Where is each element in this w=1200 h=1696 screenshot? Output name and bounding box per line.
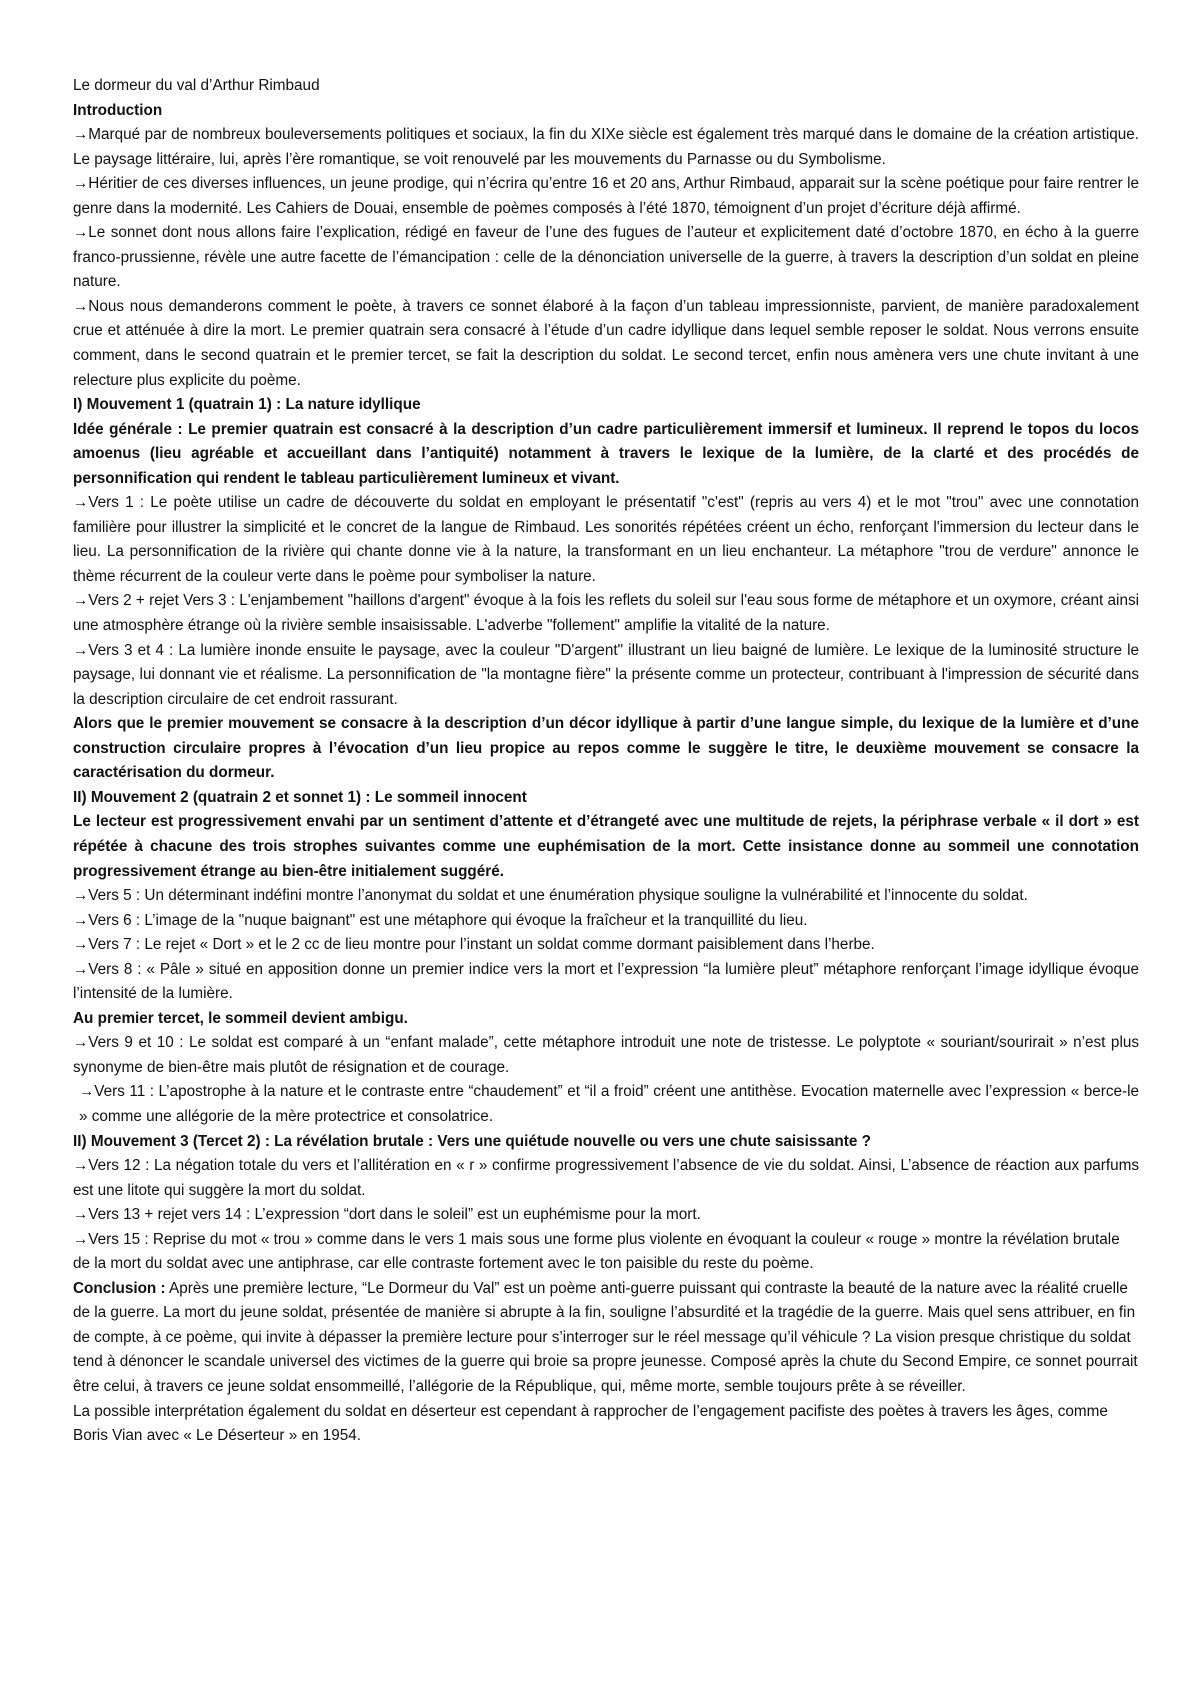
paragraph-text: Vers 13 + rejet vers 14 : L’expression “dort dans le soleil” est un euphémisme pour la mort. <box>88 1206 701 1224</box>
movement-3-vers-13-14 <box>73 1203 1139 1228</box>
arrow-icon: → <box>79 1083 95 1101</box>
paragraph-text: Vers 2 + rejet Vers 3 : L'enjambement "haillons d'argent" évoque à la fois les reflets du soleil sur l'eau sous forme de métaphore et un oxymore, créant ainsi une atmosphère étrange où la rivière semble insaisissable. L'adverbe "follement" amplifie la vitalité de la nature. <box>73 592 1139 635</box>
arrow-icon: → <box>73 887 89 905</box>
document-title: Le dormeur du val d’Arthur Rimbaud <box>73 77 320 94</box>
arrow-icon: → <box>73 1206 89 1224</box>
paragraph-text: Vers 7 : Le rejet « Dort » et le 2 cc de lieu montre pour l’instant un soldat comme dormant paisiblement dans l’herbe. <box>88 936 875 954</box>
intro-paragraph-1 <box>73 123 1139 172</box>
arrow-icon: → <box>73 960 89 978</box>
arrow-icon: → <box>73 1230 89 1248</box>
movement-1-vers-2 <box>73 589 1139 638</box>
conclusion-text: Après une première lecture, “Le Dormeur du Val” est un poème anti-guerre puissant qui contraste la beauté de la nature avec la réalité cruelle de la guerre. La mort du jeune soldat, présentée de manière si abrupte à la fin, souligne l’absurdité et la tragédie de la guerre. Mais quel sens attribuer, en fin de compte, à ce poème, qui invite à dépasser la première lecture pour s’interroger sur le réel message qu’il véhicule ? La vision presque christique du soldat tend à dénoncer le scandale universel des victimes de la guerre qui broie sa propre jeunesse. Composé après la chute du Second Empire, ce sonnet pourrait être celui, à travers ce jeune soldat ensommeillé, l’allégorie de la République, qui, même morte, semble toujours prête à se réveiller. <box>73 1279 1138 1395</box>
movement-2-tercet-heading: Au premier tercet, le sommeil devient ambigu. <box>73 1009 408 1027</box>
conclusion-label: Conclusion : <box>73 1279 166 1297</box>
paragraph-text: Vers 3 et 4 : La lumière inonde ensuite le paysage, avec la couleur "D'argent" illustrant un lieu baigné de lumière. Le lexique de la luminosité structure le paysage, lui donnant vie et réalisme. La personnification de "la montagne fière" la présente comme un protecteur, contribuant à l'impression de sécurité dans la description circulaire de cet endroit rassurant. <box>73 641 1139 708</box>
movement-2-vers-11 <box>73 1080 1139 1129</box>
conclusion-paragraph <box>73 1277 1139 1400</box>
intro-paragraph-2 <box>73 172 1139 221</box>
arrow-icon: → <box>73 297 89 315</box>
intro-paragraph-3 <box>73 221 1139 295</box>
arrow-icon: → <box>73 936 89 954</box>
movement-3-heading: II) Mouvement 3 (Tercet 2) : La révélation brutale : Vers une quiétude nouvelle ou vers une chute saisissante ? <box>73 1132 871 1150</box>
paragraph-text: Le sonnet dont nous allons faire l’explication, rédigé en faveur de l’une des fugues de l’auteur et explicitement daté d’octobre 1870, en écho à la guerre franco-prussienne, révèle une autre facette de l’émancipation : celle de la dénonciation universelle de la guerre, à travers la description d’un soldat en pleine nature. <box>73 224 1139 291</box>
arrow-icon: → <box>73 1157 89 1175</box>
paragraph-text: Vers 9 et 10 : Le soldat est comparé à un “enfant malade”, cette métaphore introduit une note de tristesse. Le polyptote « souriant/sourirait » n’est plus synonyme de bien-être mais plutôt de résignation et de courage. <box>73 1034 1139 1076</box>
arrow-icon: → <box>73 641 89 659</box>
movement-3-vers-12 <box>73 1154 1139 1203</box>
document-page <box>73 74 1139 1449</box>
intro-paragraph-4 <box>73 295 1139 393</box>
paragraph-text: Marqué par de nombreux bouleversements politiques et sociaux, la fin du XIXe siècle est également très marqué dans le domaine de la création artistique. Le paysage littéraire, lui, après l’ère romantique, se voit renouvelé par les mouvements du Parnasse ou du Symbolisme. <box>73 126 1139 168</box>
arrow-icon: → <box>73 224 89 242</box>
paragraph-text: Vers 11 : L’apostrophe à la nature et le contraste entre “chaudement” et “il a froid” créent une antithèse. Evocation maternelle avec l’expression « berce-le » comme une allégorie de la mère protectrice et consolatrice. <box>79 1083 1139 1125</box>
movement-2-heading: II) Mouvement 2 (quatrain 2 et sonnet 1) : Le sommeil innocent <box>73 788 527 806</box>
intro-heading: Introduction <box>73 101 163 119</box>
arrow-icon: → <box>73 175 89 193</box>
movement-1-general-idea: Idée générale : Le premier quatrain est consacré à la description d’un cadre particulièrement immersif et lumineux. Il reprend le topos du locos amoenus (lieu agréable et accueillant dans l’antiquité) notamment à travers le lexique de la lumière, de la clarté et des procédés de personnification qui rendent le tableau particulièrement lumineux et vivant. <box>73 420 1139 487</box>
arrow-icon: → <box>73 592 89 610</box>
movement-1-transition: Alors que le premier mouvement se consacre à la description d’un décor idyllique à partir d’une langue simple, du lexique de la lumière et d’une construction circulaire propres à l’évocation d’un lieu propice au repos comme le suggère le titre, le deuxième mouvement se consacre la caractérisation du dormeur. <box>73 715 1139 782</box>
movement-1-heading: I) Mouvement 1 (quatrain 1) : La nature idyllique <box>73 396 421 414</box>
movement-2-general-idea: Le lecteur est progressivement envahi par un sentiment d’attente et d’étrangeté avec une multitude de rejets, la périphrase verbale « il dort » est répétée à chacune des trois strophes suivantes comme une euphémisation de la mort. Cette insistance donne au sommeil une connotation progressivement étrange au bien-être initialement suggéré. <box>73 813 1139 880</box>
paragraph-text: Vers 12 : La négation totale du vers et l’allitération en « r » confirme progressivement l’absence de vie du soldat. Ainsi, L’absence de réaction aux parfums est une litote qui suggère la mort du soldat. <box>73 1157 1139 1199</box>
paragraph-text: Vers 15 : Reprise du mot « trou » comme dans le vers 1 mais sous une forme plus violente en évoquant la couleur « rouge » montre la révélation brutale de la mort du soldat avec une antiphrase, car elle contraste fortement avec le ton paisible du reste du poème. <box>73 1230 1120 1273</box>
paragraph-text: Vers 5 : Un déterminant indéfini montre l’anonymat du soldat et une énumération physique souligne la vulnérabilité et l’innocente du soldat. <box>88 887 1028 905</box>
arrow-icon: → <box>73 1034 89 1052</box>
paragraph-text: Héritier de ces diverses influences, un jeune prodige, qui n’écrira qu’entre 16 et 20 ans, Arthur Rimbaud, apparait sur la scène poétique pour faire rentrer le genre dans la modernité. Les Cahiers de Douai, ensemble de poèmes composés à l’été 1870, témoignent d’un projet d’écriture déjà affirmé. <box>73 175 1139 217</box>
movement-2-vers-9-10 <box>73 1031 1139 1080</box>
paragraph-text: Vers 1 : Le poète utilise un cadre de découverte du soldat en employant le présentatif "c'est" (repris au vers 4) et le mot "trou" avec une connotation familière pour illustrer la simplicité et le concret de la langue de Rimbaud. Les sonorités répétées créent un écho, renforçant l'immersion du lecteur dans le lieu. La personnification de la rivière qui chante donne vie à la nature, la transformant en un lieu enchanteur. La métaphore "trou de verdure" annonce le thème récurrent de la couleur verte dans le poème pour symboliser la nature. <box>73 494 1139 585</box>
arrow-icon: → <box>73 494 89 512</box>
arrow-icon: → <box>73 911 89 929</box>
paragraph-text: Nous nous demanderons comment le poète, à travers ce sonnet élaboré à la façon d’un tableau impressionniste, parvient, de manière paradoxalement crue et atténuée à dire la mort. Le premier quatrain sera consacré à l’étude d’un cadre idyllique dans lequel semble reposer le soldat. Nous verrons ensuite comment, dans le second quatrain et le premier tercet, se fait la description du soldat. Le second tercet, enfin nous amènera vers une chute invitant à une relecture plus explicite du poème. <box>73 297 1139 389</box>
conclusion-final-paragraph: La possible interprétation également du soldat en déserteur est cependant à rapprocher de l’engagement pacifiste des poètes à travers les âges, comme Boris Vian avec « Le Déserteur » en 1954. <box>73 1402 1108 1445</box>
movement-3-vers-15 <box>73 1228 1139 1277</box>
movement-2-vers-5 <box>73 884 1139 909</box>
movement-1-vers-1 <box>73 491 1139 589</box>
movement-2-vers-6 <box>73 909 1139 934</box>
paragraph-text: Vers 8 : « Pâle » situé en apposition donne un premier indice vers la mort et l’expression “la lumière pleut” métaphore renforçant l’image idyllique évoque l’intensité de la lumière. <box>73 960 1139 1003</box>
movement-2-vers-8 <box>73 958 1139 1007</box>
movement-2-vers-7 <box>73 933 1139 958</box>
arrow-icon: → <box>73 126 89 144</box>
movement-1-vers-3-4 <box>73 639 1139 713</box>
paragraph-text: Vers 6 : L’image de la "nuque baignant" est une métaphore qui évoque la fraîcheur et la tranquillité du lieu. <box>88 911 808 929</box>
